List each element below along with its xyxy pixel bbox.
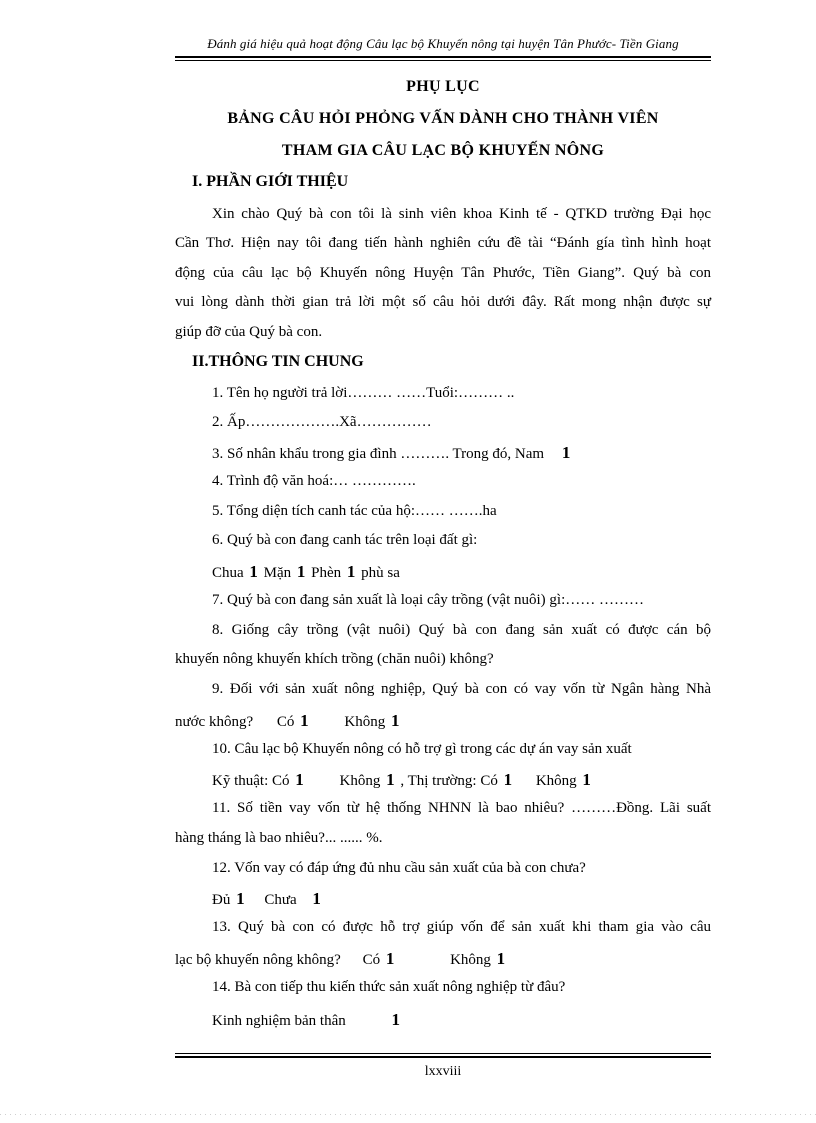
intro-line-1: Xin chào Quý bà con tôi là sinh viên khoa Kinh tế - QTKD trường Đại học [212, 206, 711, 222]
question-11-line-1: 11. Số tiền vay vốn từ hệ thống NHNN là bao nhiêu? ………Đồng. Lãi suất [212, 800, 711, 816]
question-14-options [212, 1010, 402, 1030]
questionnaire-subtitle: THAM GIA CÂU LẠC BỘ KHUYẾN NÔNG [281, 142, 605, 159]
question-11-line-2: hàng tháng là bao nhiêu?... ...... %. [175, 830, 383, 846]
running-header: Đánh giá hiệu quả hoạt động Câu lạc bộ Khuyến nông tại huyện Tân Phước- Tiền Giang [207, 36, 679, 51]
section-heading-general: II.THÔNG TIN CHUNG [192, 353, 364, 370]
question-10: 10. Câu lạc bộ Khuyến nông có hỗ trợ gì trong các dự án vay sản xuất [212, 741, 632, 757]
question-10-options [212, 770, 593, 790]
checkbox-icon[interactable]: 1 [385, 949, 395, 968]
question-12-options [212, 889, 323, 909]
question-13-text: lạc bộ khuyến nông không? [175, 952, 341, 968]
question-13-line-1: 13. Quý bà con có được hỗ trợ giúp vốn để sản xuất khi tham gia vào câu [212, 919, 711, 935]
intro-line-5: giúp đỡ của Quý bà con. [175, 324, 323, 340]
header-rule-thin [175, 60, 711, 61]
question-6-options [212, 562, 400, 582]
checkbox-icon[interactable]: 1 [296, 562, 306, 581]
question-8-line-1: 8. Giống cây trồng (vật nuôi) Quý bà con đang sản xuất có được cán bộ [212, 622, 711, 638]
option-man-label: Mặn [263, 565, 292, 581]
page-number: lxxviii [424, 1064, 462, 1079]
footer-rule-thin [175, 1053, 711, 1054]
yes-label: Có [272, 773, 290, 789]
question-5: 5. Tổng diện tích canh tác của hộ:…… …….ha [212, 503, 497, 519]
not-yet-label: Chưa [264, 892, 297, 908]
question-9-line-1: 9. Đối với sản xuất nông nghiệp, Quý bà con có vay vốn từ Ngân hàng Nhà [212, 681, 711, 697]
page-bottom-dotted-border [0, 1114, 816, 1115]
checkbox-icon[interactable]: 1 [582, 770, 591, 789]
question-14: 14. Bà con tiếp thu kiến thức sản xuất nông nghiệp từ đâu? [212, 979, 566, 995]
appendix-title: PHỤ LỤC [406, 78, 480, 95]
checkbox-icon[interactable]: 1 [391, 1010, 400, 1029]
checkbox-icon[interactable]: 1 [300, 711, 309, 730]
question-6: 6. Quý bà con đang canh tác trên loại đất gì: [212, 532, 478, 548]
checkbox-icon[interactable]: 1 [346, 562, 356, 581]
question-9-line-2 [175, 711, 402, 731]
checkbox-icon[interactable]: 1 [249, 562, 258, 581]
question-13-line-2 [175, 949, 507, 969]
no-label: Không [339, 773, 381, 789]
question-8-line-2: khuyến nông khuyến khích trồng (chăn nuôi) không? [175, 651, 494, 667]
question-3 [212, 443, 572, 463]
no-label: Không [344, 714, 386, 730]
checkbox-icon[interactable]: 1 [391, 711, 400, 730]
section-heading-intro: I. PHẦN GIỚI THIỆU [192, 173, 349, 190]
enough-label: Đủ [212, 892, 231, 908]
checkbox-icon[interactable]: 1 [236, 889, 245, 908]
question-2: 2. Ấp……………….Xã…………… [212, 414, 432, 430]
market-label: , Thị trường: [400, 773, 477, 789]
intro-line-3: động của câu lạc bộ Khuyến nông Huyện Tân Phước, Tiền Giang”. Quý bà con [175, 265, 711, 281]
yes-label: Có [480, 773, 498, 789]
checkbox-icon[interactable]: 1 [386, 770, 395, 789]
header-rule-thick [175, 56, 711, 58]
intro-line-2: Cần Thơ. Hiện nay tôi đang tiến hành nghiên cứu đề tài “Đánh gía tình hình hoạt [175, 235, 711, 251]
checkbox-icon[interactable]: 1 [295, 770, 304, 789]
own-experience-label: Kinh nghiệm bản thân [212, 1013, 346, 1029]
checkbox-icon[interactable]: 1 [503, 770, 513, 789]
option-phu-sa-label: phù sa [361, 565, 400, 581]
technique-label: Kỹ thuật: [212, 773, 269, 789]
yes-label: Có [276, 714, 295, 730]
yes-label: Có [362, 952, 381, 968]
question-3-text: 3. Số nhân khẩu trong gia đình ………. Trong đó, Nam [212, 446, 545, 462]
checkbox-icon[interactable]: 1 [312, 889, 321, 908]
question-12: 12. Vốn vay có đáp ứng đủ nhu cầu sản xuất của bà con chưa? [212, 860, 586, 876]
no-label: Không [450, 952, 491, 968]
option-phen-label: Phèn [311, 565, 342, 581]
no-label: Không [535, 773, 577, 789]
checkbox-icon[interactable]: 1 [561, 443, 571, 462]
question-1: 1. Tên họ người trả lời……… ……Tuổi:……… .. [212, 385, 515, 401]
checkbox-icon[interactable]: 1 [496, 949, 506, 968]
option-chua-label: Chua [212, 565, 244, 581]
question-4: 4. Trình độ văn hoá:… …………. [212, 473, 416, 489]
question-9-text: nước không? [175, 714, 254, 730]
footer-rule-thick [175, 1056, 711, 1058]
questionnaire-title: BẢNG CÂU HỎI PHỎNG VẤN DÀNH CHO THÀNH VIÊN [227, 110, 659, 127]
intro-line-4: vui lòng dành thời gian trả lời một số câu hỏi dưới đây. Rất mong nhận được sự [175, 294, 711, 310]
question-7: 7. Quý bà con đang sản xuất là loại cây trồng (vật nuôi) gì:…… ……… [212, 592, 644, 608]
